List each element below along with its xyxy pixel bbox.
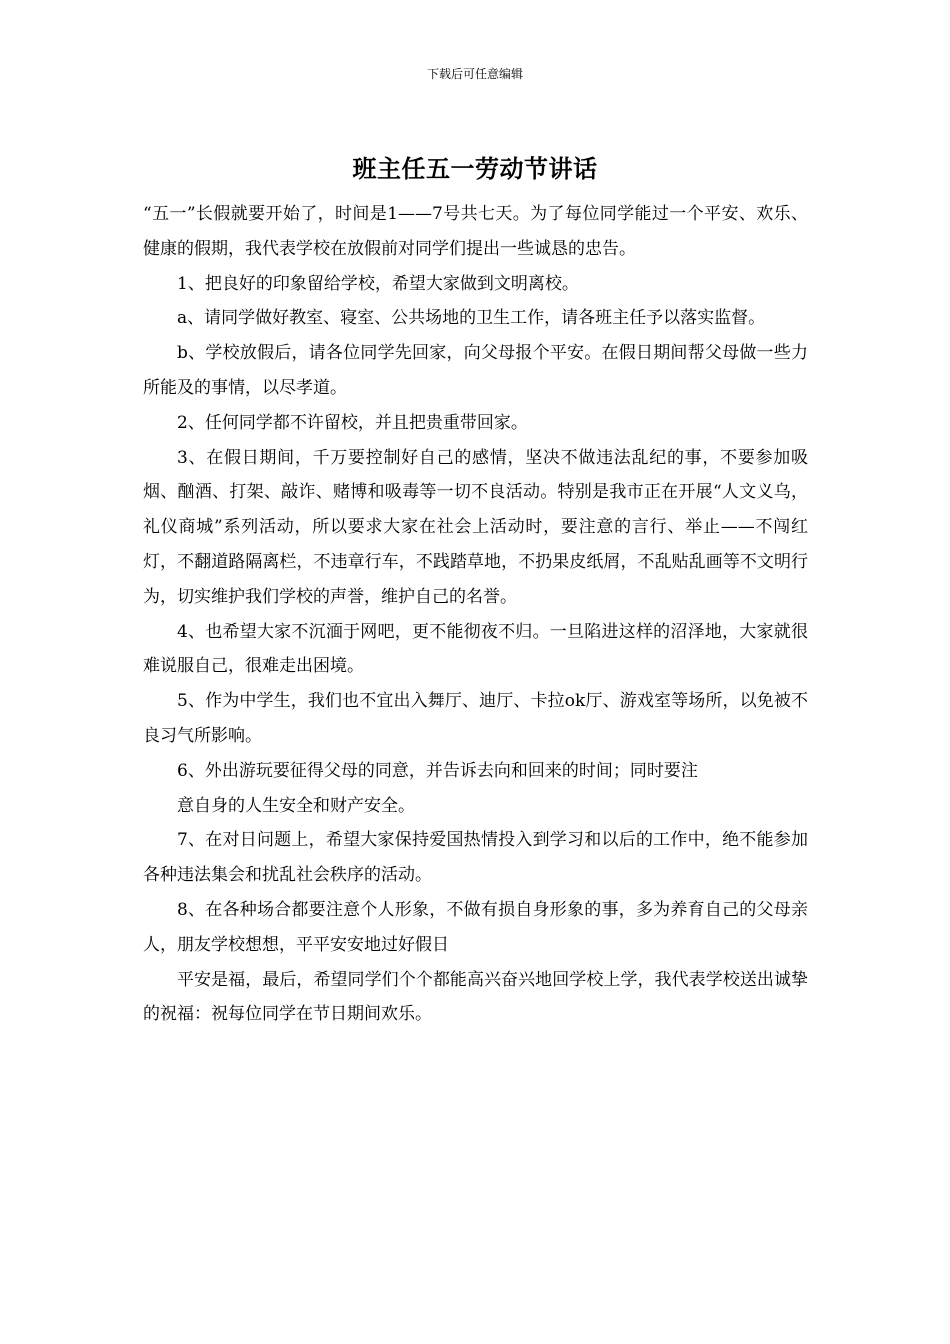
paragraph-intro: “五一”长假就要开始了，时间是1——7号共七天。为了每位同学能过一个平安、欢乐、健康的假期，我代表学校在放假前对同学们提出一些诚恳的忠告。 bbox=[143, 204, 808, 259]
paragraph-item-6: 6、外出游玩要征得父母的同意，并告诉去向和回来的时间；同时要注 bbox=[177, 760, 698, 781]
paragraph-item-4: 4、也希望大家不沉湎于网吧，更不能彻夜不归。一旦陷进这样的沼泽地，大家就很难说服自己，很难走出困境。 bbox=[143, 621, 808, 677]
document-body bbox=[143, 197, 808, 1032]
document-title: 班主任五一劳动节讲话 bbox=[352, 154, 598, 183]
paragraph-item-7: 7、在对日问题上，希望大家保持爱国热情投入到学习和以后的工作中，绝不能参加各种违法集会和扰乱社会秩序的活动。 bbox=[143, 830, 808, 886]
paragraph-item-1: 1、把良好的印象留给学校，希望大家做到文明离校。 bbox=[177, 273, 579, 294]
paragraph-item-5: 5、作为中学生，我们也不宜出入舞厅、迪厅、卡拉ok厅、游戏室等场所，以免被不良习气所影响。 bbox=[143, 691, 808, 746]
paragraph-item-1a: a、请同学做好教室、寝室、公共场地的卫生工作，请各班主任予以落实监督。 bbox=[177, 308, 766, 329]
paragraph-closing: 平安是福，最后，希望同学们个个都能高兴奋兴地回学校上学，我代表学校送出诚挚的祝福：祝每位同学在节日期间欢乐。 bbox=[143, 969, 808, 1025]
paragraph-item-2: 2、任何同学都不许留校，并且把贵重带回家。 bbox=[177, 412, 528, 433]
paragraph-item-1b: b、学校放假后，请各位同学先回家，向父母报个平安。在假日期间帮父母做一些力所能及的事情，以尽孝道。 bbox=[143, 343, 808, 398]
paragraph-item-8: 8、在各种场合都要注意个人形象，不做有损自身形象的事，多为养育自己的父母亲人，朋友学校想想，平平安安地过好假日 bbox=[143, 899, 808, 955]
paragraph-item-6-cont: 意自身的人生安全和财产安全。 bbox=[177, 795, 415, 816]
page-header-note: 下载后可任意编辑 bbox=[426, 67, 523, 81]
paragraph-item-3: 3、在假日期间，千万要控制好自己的感情，坚决不做违法乱纪的事，不要参加吸烟、酗酒、打架、敲诈、赌博和吸毒等一切不良活动。特别是我市正在开展“人文义乌，礼仪商城”系列活动，所以要求大家在社会上活动时，要注意的言行、举止——不闯红灯，不翻道路隔离栏，不违章行车，不践踏草地，不扔果皮纸屑，不乱贴乱画等不文明行为，切实维护我们学校的声誉，维护自己的名誉。 bbox=[143, 447, 808, 607]
